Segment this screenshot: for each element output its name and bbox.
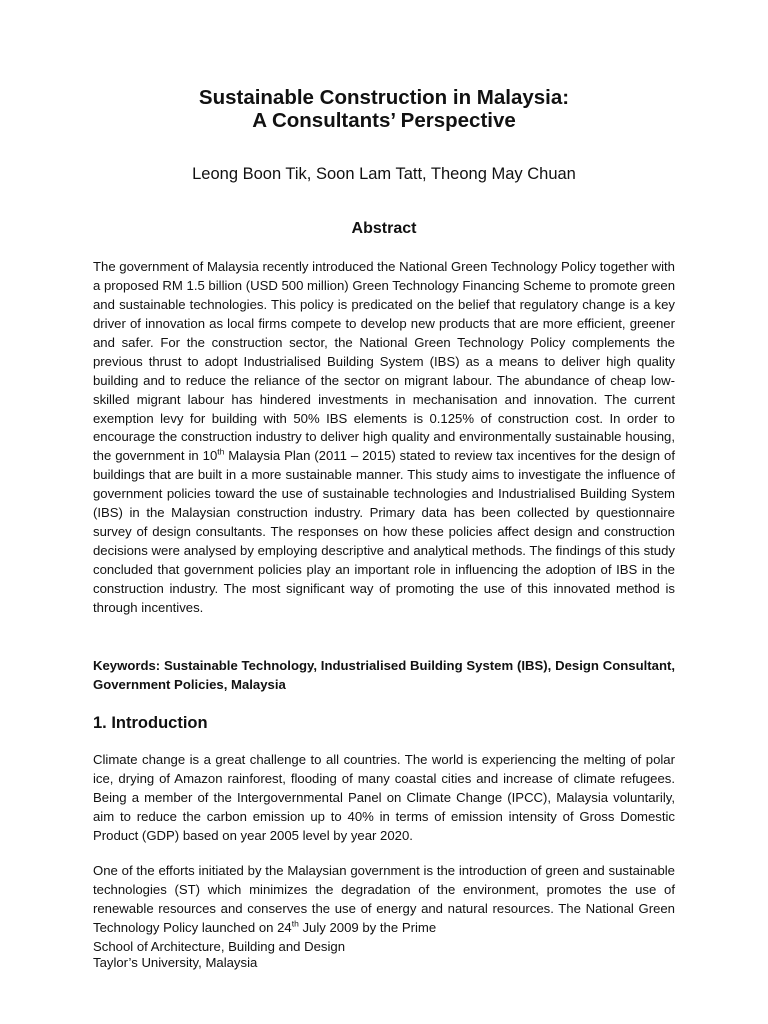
intro-p2-part-b: July 2009 by the Prime bbox=[298, 919, 437, 935]
affiliation-footnote bbox=[93, 939, 345, 971]
abstract-heading: Abstract bbox=[351, 220, 417, 237]
paper-page bbox=[93, 86, 675, 970]
affiliation-school: School of Architecture, Building and Design bbox=[93, 939, 346, 954]
intro-p2-superscript: th bbox=[291, 918, 299, 929]
keywords: Keywords: Sustainable Technology, Industrialised Building System (IBS), Design Consultant, Government Policies, Malaysia bbox=[93, 658, 675, 692]
title-line-1: Sustainable Construction in Malaysia: bbox=[198, 86, 570, 109]
abstract-superscript: th bbox=[217, 447, 225, 457]
authors: Leong Boon Tik, Soon Lam Tatt, Theong May Chuan bbox=[192, 165, 576, 183]
paper-title bbox=[93, 86, 675, 132]
abstract-text-part-b: Malaysia Plan (2011 – 2015) stated to review tax incentives for the design of buildings that are built in a more sustainable manner. This study aims to investigate the influence of government policies toward the use of sustainable technologies and Industrialised Building System (IBS) in the Malaysian construction industry. Primary data has been collected by questionnaire survey of design consultants. The responses on how these policies affect design and construction decisions were analysed by employing descriptive and analytical methods. The findings of this study concluded that government policies play an important role in influencing the adoption of IBS in the construction industry. The most significant way of promoting the use of this innovated method is through incentives. bbox=[93, 448, 675, 615]
abstract-text bbox=[93, 258, 675, 618]
introduction-heading: 1. Introduction bbox=[93, 714, 208, 732]
title-line-2: A Consultants’ Perspective bbox=[252, 109, 516, 132]
affiliation-university: Taylor’s University, Malaysia bbox=[93, 955, 258, 970]
intro-p2-part-a: One of the efforts initiated by the Malaysian government is the introduction of green and sustainable technologies (ST) which minimizes the degradation of the environment, promotes the use of renewable resources and conserves the use of energy and natural resources. The National Green Technology Policy launched on 24 bbox=[93, 863, 675, 935]
introduction-paragraph-1: Climate change is a great challenge to all countries. The world is experiencing the melting of polar ice, drying of Amazon rainforest, flooding of many coastal cities and increase of climate refugees. Being a member of the Intergovernmental Panel on Climate Change (IPCC), Malaysia voluntarily, aim to reduce the carbon emission up to 40% in terms of emission intensity of Gross Domestic Product (GDP) based on year 2005 level by year 2020. bbox=[93, 752, 675, 843]
introduction-paragraph-2 bbox=[93, 862, 675, 938]
abstract-text-part-a: The government of Malaysia recently introduced the National Green Technology Policy together with a proposed RM 1.5 billion (USD 500 million) Green Technology Financing Scheme to promote green and sustainable technologies. This policy is predicated on the belief that regulatory change is a key driver of innovation as local firms compete to develop new products that are more efficient, greener and safer. For the construction sector, the National Green Technology Policy complements the previous thrust to adopt Industrialised Building System (IBS) as a means to deliver high quality building and to reduce the reliance of the sector on migrant labour. The abundance of cheap low-skilled migrant labour has hindered investments in mechanisation and innovation. The current exemption levy for building with 50% IBS elements is 0.125% of construction cost. In order to encourage the construction industry to deliver high quality and environmentally sustainable housing, the government in 10 bbox=[93, 259, 675, 464]
